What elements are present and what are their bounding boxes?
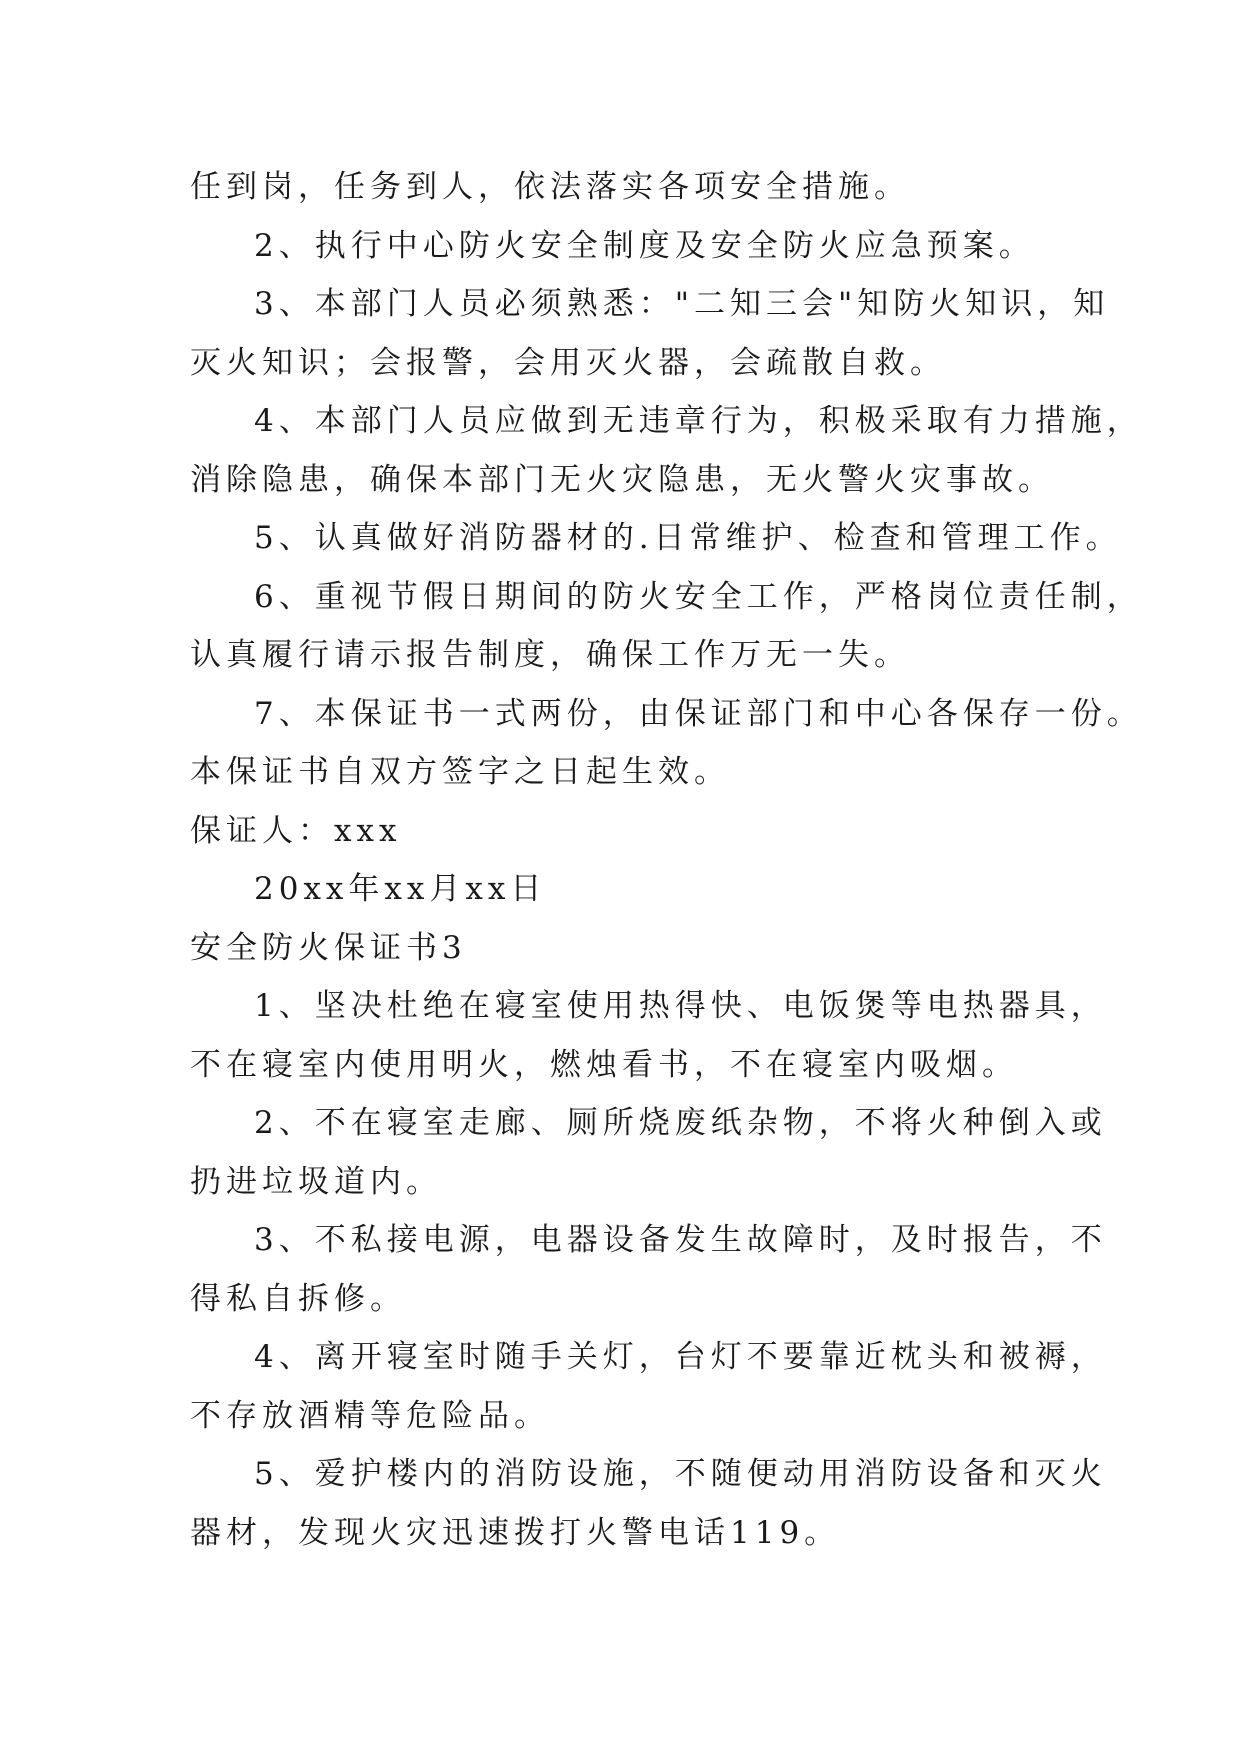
- date-line: 20xx年xx月xx日: [254, 871, 547, 907]
- text-line: 5、认真做好消防器材的.日常维护、检查和管理工作。: [254, 520, 1122, 556]
- text-line: 本保证书自双方签字之日起生效。: [190, 754, 730, 790]
- text-line: 不存放酒精等危险品。: [190, 1397, 550, 1434]
- text-line: 认真履行请示报告制度，确保工作万无一失。: [190, 637, 910, 673]
- text-line: 7、本保证书一式两份，由保证部门和中心各保存一份。: [254, 695, 1143, 732]
- text-line: 消除隐患，确保本部门无火灾隐患，无火警火灾事故。: [190, 461, 1054, 498]
- text-line: 灭火知识；会报警，会用灭火器，会疏散自救。: [190, 344, 946, 381]
- text-line: 3、本部门人员必须熟悉："二知三会"知防火知识，知: [254, 286, 1110, 322]
- text-line: 2、执行中心防火安全制度及安全防火应急预案。: [254, 227, 1035, 264]
- section-title: 安全防火保证书3: [190, 929, 467, 966]
- text-line: 5、爱护楼内的消防设施，不随便动用消防设备和灭火: [254, 1456, 1107, 1492]
- text-line: 得私自拆修。: [190, 1280, 406, 1317]
- signatory-line: 保证人：xxx: [190, 812, 402, 849]
- text-line: 任到岗，任务到人，依法落实各项安全措施。: [190, 169, 910, 205]
- text-line: 3、不私接电源，电器设备发生故障时，及时报告，不: [254, 1222, 1107, 1258]
- text-line: 器材，发现火灾迅速拨打火警电话119。: [190, 1514, 841, 1551]
- text-line: 1、坚决杜绝在寝室使用热得快、电饭煲等电热器具，: [254, 988, 1107, 1024]
- text-line: 扔进垃圾道内。: [190, 1163, 442, 1200]
- text-line: 不在寝室内使用明火，燃烛看书，不在寝室内吸烟。: [190, 1046, 1018, 1083]
- text-line: 6、重视节假日期间的防火安全工作，严格岗位责任制，: [254, 578, 1143, 615]
- text-line: 2、不在寝室走廊、厕所烧废纸杂物，不将火种倒入或: [254, 1105, 1107, 1141]
- document-body: [190, 158, 1143, 1562]
- text-line: 4、本部门人员应做到无违章行为，积极采取有力措施，: [254, 403, 1143, 439]
- text-line: 4、离开寝室时随手关灯，台灯不要靠近枕头和被褥，: [254, 1339, 1107, 1375]
